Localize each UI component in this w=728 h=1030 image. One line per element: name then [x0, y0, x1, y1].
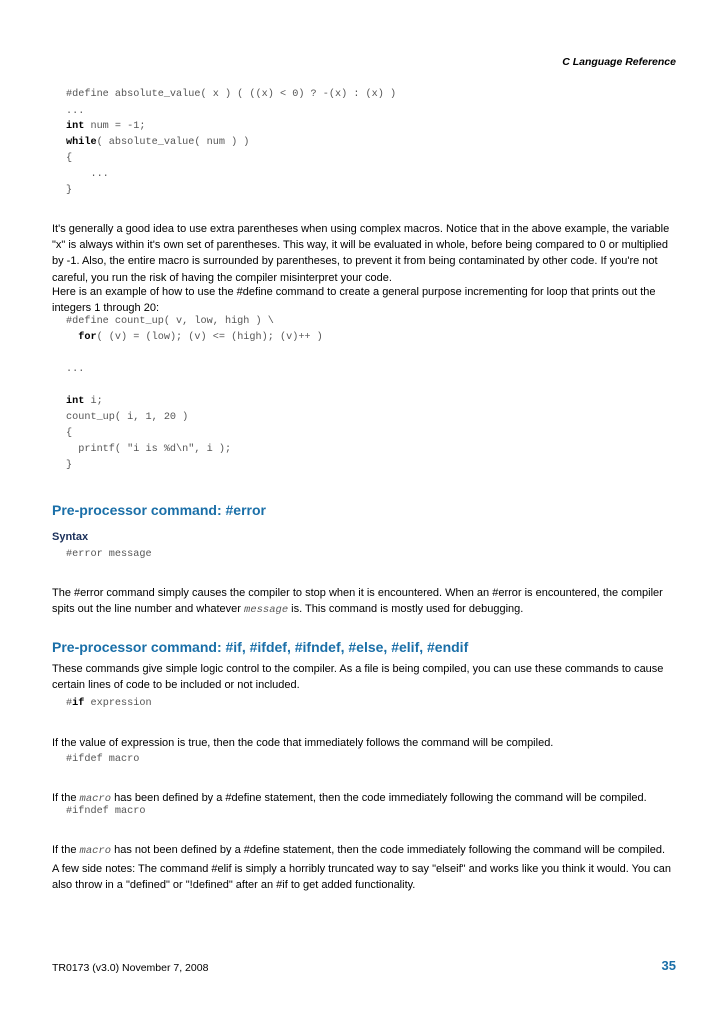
paragraph-if: If the value of expression is true, then the code that immediately follows the command will be compiled. — [52, 737, 554, 749]
text: has not been defined by a #define statement, then the code immediately following the command will be compiled. — [111, 844, 666, 856]
footer-document-id: TR0173 (v3.0) November 7, 2008 — [52, 962, 209, 974]
inline-code: macro — [79, 845, 112, 857]
code-line: #ifndef macro — [66, 806, 146, 817]
code-line: { — [66, 153, 73, 164]
keyword-int: int — [66, 396, 85, 407]
section-heading-error: Pre-processor command: #error — [52, 502, 266, 518]
text: The #error command simply causes the compiler to stop when it is encountered. When an #error is encountered, the compiler spits out the line number and whatever — [52, 587, 663, 616]
code-line: } — [66, 185, 73, 196]
text: If the — [52, 844, 80, 856]
paragraph-count-up-intro: Here is an example of how to use the #define command to create a general purpose incrementing for loop that prints out the integers 1 through 20: — [52, 286, 656, 315]
code-line: #define count_up( v, low, high ) \ — [66, 316, 274, 327]
syntax-label: Syntax — [52, 531, 89, 543]
text: If the — [52, 792, 80, 804]
paragraph-ifdef — [52, 790, 682, 807]
code-line — [66, 396, 103, 407]
code-line — [66, 698, 152, 709]
code-line: ... — [66, 364, 85, 375]
code-line: } — [66, 460, 73, 471]
keyword-for: for — [78, 332, 97, 343]
keyword-while: while — [66, 137, 97, 148]
code-line — [66, 121, 145, 132]
keyword-int: int — [66, 121, 85, 132]
code-line: ... — [66, 106, 85, 117]
paragraph-side-notes: A few side notes: The command #elif is simply a horribly truncated way to say "elseif" and works like you think it would. You can also throw in a "defined" or "!defined" after an #if to get added functionality. — [52, 863, 672, 892]
code-line: #ifdef macro — [66, 754, 140, 765]
inline-code: message — [244, 604, 289, 617]
code-text: expression — [84, 698, 152, 709]
keyword-if: if — [72, 698, 85, 709]
code-line: #error message — [66, 549, 152, 560]
code-line: { — [66, 428, 73, 439]
code-line: count_up( i, 1, 20 ) — [66, 412, 189, 423]
code-line — [66, 332, 323, 343]
inline-code: macro — [79, 793, 112, 805]
code-line: printf( "i is %d\n", i ); — [66, 444, 232, 455]
page-number: 35 — [661, 958, 676, 973]
code-indent — [66, 332, 78, 343]
paragraph-conditionals-intro: These commands give simple logic control to the compiler. As a file is being compiled, you can use these commands to cause certain lines of code to be included or not included. — [52, 663, 664, 692]
section-heading-conditionals: Pre-processor command: #if, #ifdef, #ifndef, #else, #elif, #endif — [52, 639, 469, 655]
text: has been defined by a #define statement, then the code immediately following the command will be compiled. — [111, 792, 647, 804]
code-line: ... — [66, 169, 109, 180]
code-line — [66, 137, 249, 148]
code-line: #define absolute_value( x ) ( ((x) < 0) ? -(x) : (x) ) — [66, 89, 397, 100]
code-text: i; — [84, 396, 103, 407]
text: is. This command is mostly used for debugging. — [288, 603, 524, 616]
code-text: ( absolute_value( num ) ) — [96, 137, 250, 148]
paragraph-error-description — [52, 585, 682, 618]
paragraph-ifndef — [52, 842, 682, 859]
paragraph-parentheses: It's generally a good idea to use extra parentheses when using complex macros. Notice that in the above example, the variable "x" is always within it's own set of parentheses. This way, it will be evaluated in whole, before being compared to 0 or multiplied by -1. Also, the entire macro is surrounded by parentheses, to prevent it from being contaminated by other code. If you're not careful, you run the risk of having the compiler misinterpret your code. — [52, 223, 670, 284]
code-text: num = -1; — [84, 121, 146, 132]
running-header: C Language Reference — [562, 56, 676, 68]
code-text: ( (v) = (low); (v) <= (high); (v)++ ) — [96, 332, 323, 343]
code-text: # — [66, 698, 73, 709]
